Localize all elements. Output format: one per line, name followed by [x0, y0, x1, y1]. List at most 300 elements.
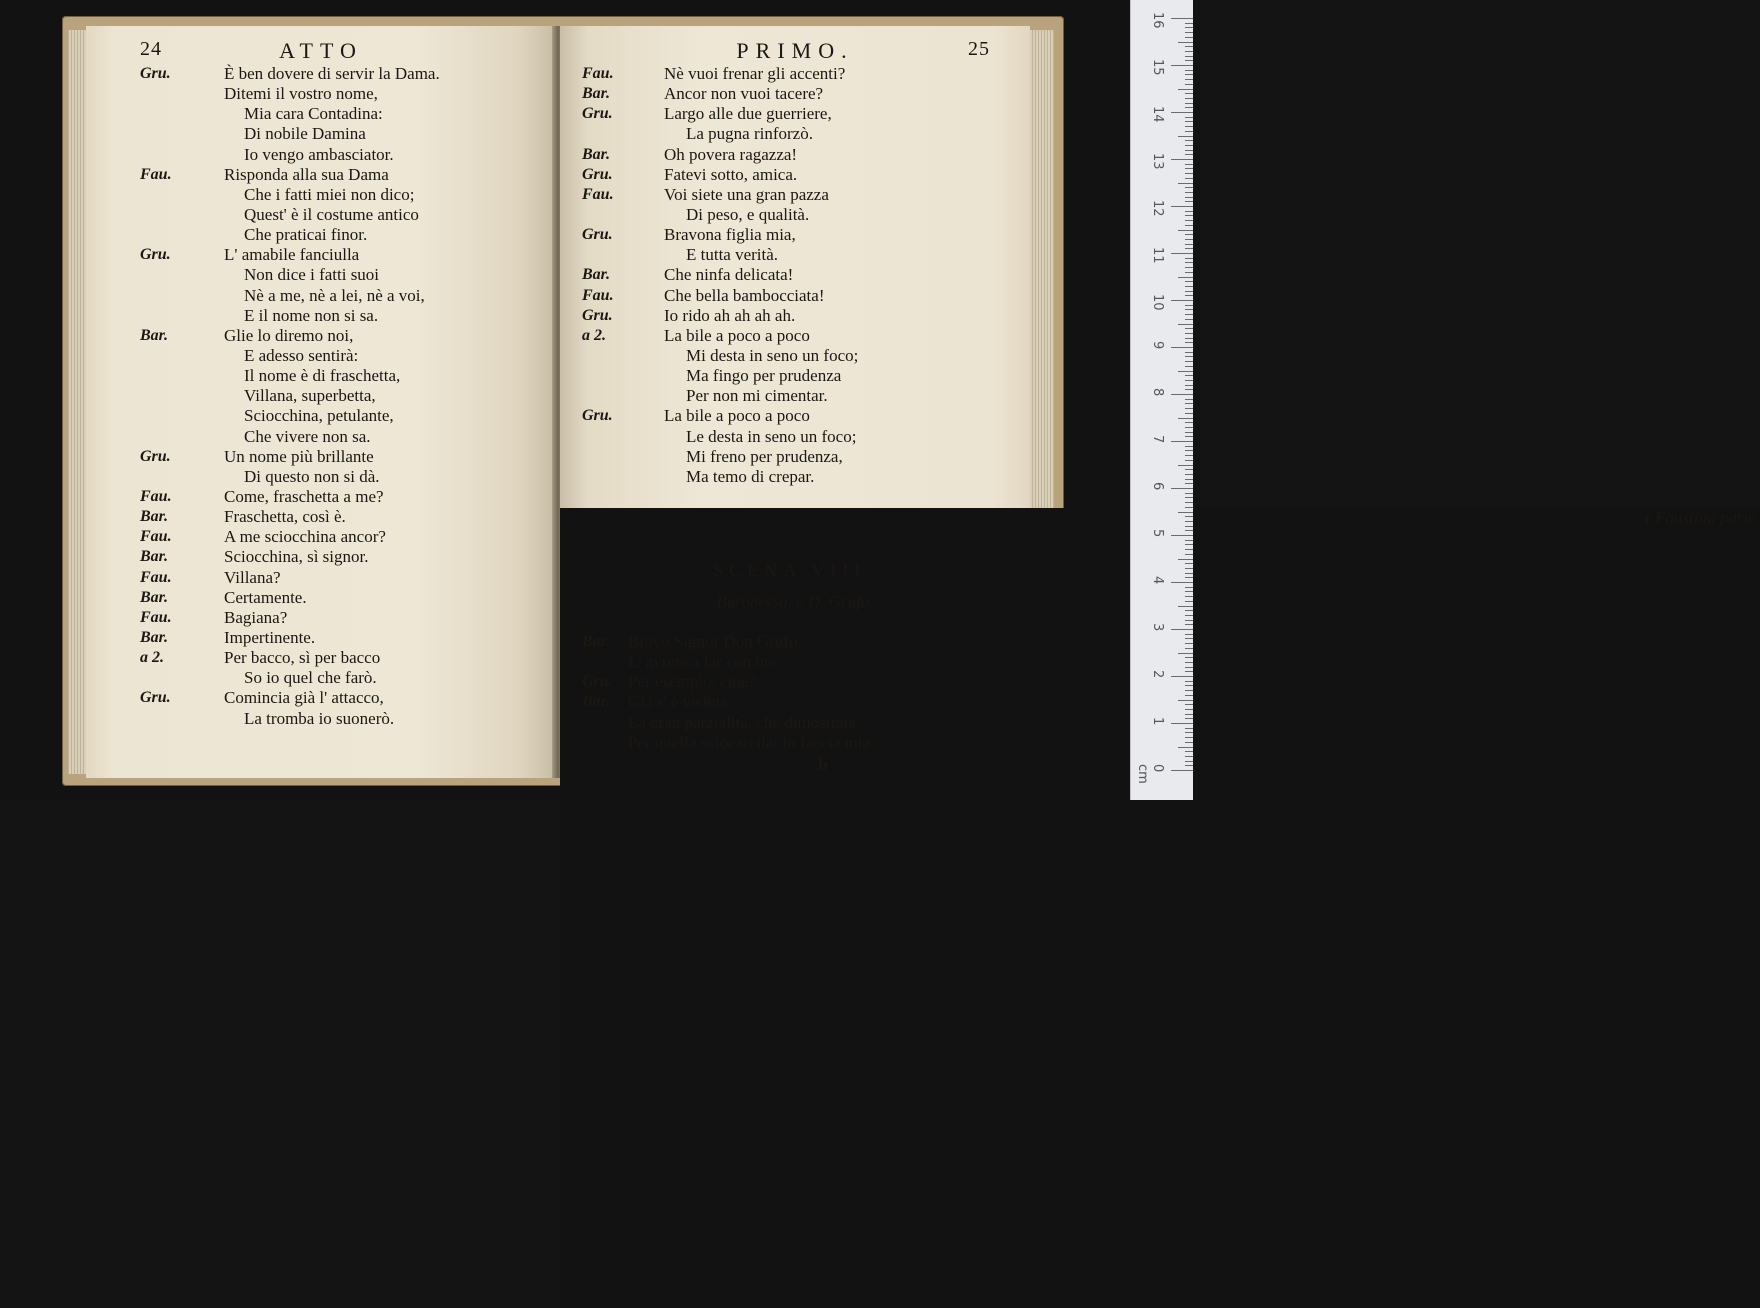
verse-text: Mia cara Contadina:: [244, 104, 383, 124]
ruler-tick: [1178, 324, 1193, 325]
ruler-tick: [1185, 103, 1193, 104]
verse-line: [560, 306, 1030, 326]
verse-line: [560, 185, 1030, 205]
ruler-tick: [1178, 277, 1193, 278]
ruler-tick: [1185, 375, 1193, 376]
verse-text: Nè a me, nè a lei, nè a voi,: [244, 285, 425, 305]
verse-line: [86, 568, 556, 588]
verse-line: [560, 447, 1030, 467]
verse-line: [86, 648, 556, 668]
verse-text: E tutta verità.: [686, 245, 779, 265]
verse-line: [560, 145, 1030, 165]
ruler-tick: [1185, 399, 1193, 400]
ruler-tick: [1178, 42, 1193, 43]
ruler-tick: [1185, 328, 1193, 329]
verse-line: [86, 668, 556, 688]
verse-text: Che i fatti miei non dico;: [244, 184, 415, 204]
speaker-label: Bar.: [582, 145, 611, 163]
ruler-tick: [1185, 51, 1193, 52]
ruler-tick: [1178, 559, 1193, 560]
verse-line: [86, 608, 556, 628]
verse-line: [86, 688, 556, 708]
ruler-tick: [1185, 568, 1193, 569]
verse-text: A me sciocchina ancor?: [224, 527, 386, 547]
ruler-tick: [1185, 220, 1193, 221]
ruler-tick: [1185, 356, 1193, 357]
ruler-tick: [1185, 225, 1193, 226]
ruler-tick: [1185, 610, 1193, 611]
verse-text: Bagiana?: [224, 607, 288, 627]
ruler-tick: [1185, 601, 1193, 602]
verse-text: Per quella sciocarella: in faccia mia...: [628, 732, 883, 752]
ruler-tick: [1185, 272, 1193, 273]
verse-text: Comincia già l' attacco,: [224, 688, 384, 708]
verse-text: Un nome più brillante: [224, 446, 374, 466]
verse-text: La tromba io suonerò.: [244, 708, 395, 728]
verse-text: La pugna rinforzò.: [686, 124, 813, 144]
verse-line: [86, 145, 556, 165]
ruler-tick: [1171, 300, 1193, 301]
ruler-tick: [1185, 107, 1193, 108]
stage-direction: ( Faustina parte.: [560, 508, 1760, 1308]
ruler-tick: [1185, 234, 1193, 235]
speaker-label: Bar.: [582, 85, 611, 103]
ruler-tick: [1185, 248, 1193, 249]
ruler-tick: [1185, 93, 1193, 94]
verse-line: [86, 588, 556, 608]
ruler-tick: [1185, 718, 1193, 719]
ruler-tick: [1185, 643, 1193, 644]
ruler-tick: [1185, 638, 1193, 639]
ruler-tick: [1171, 65, 1193, 66]
ruler-tick: [1178, 418, 1193, 419]
verse-text: Mi freno per prudenza,: [686, 446, 843, 466]
ruler-label: 2: [1150, 670, 1165, 679]
ruler-tick: [1185, 23, 1193, 24]
verse-line: [560, 733, 1030, 753]
verse-line: [86, 326, 556, 346]
ruler-tick: [1185, 685, 1193, 686]
verse-text: Io rido ah ah ah ah.: [664, 305, 796, 325]
ruler-tick: [1185, 187, 1193, 188]
verse-line: [86, 64, 556, 84]
verse-line: [560, 692, 1030, 712]
speaker-label: Gru.: [582, 673, 613, 691]
ruler-tick: [1185, 164, 1193, 165]
verse-lines: [86, 64, 556, 729]
ruler-tick: [1185, 305, 1193, 306]
speaker-label: Gru.: [582, 105, 613, 123]
verse-text: Certamente.: [224, 587, 307, 607]
verse-line: [86, 104, 556, 124]
speaker-label: Fau.: [582, 286, 614, 304]
ruler-tick: [1185, 140, 1193, 141]
speaker-label: Fau.: [140, 528, 172, 546]
verse-text: So io quel che farò.: [244, 668, 377, 688]
ruler-tick: [1185, 145, 1193, 146]
ruler-tick: [1185, 516, 1193, 517]
ruler-tick: [1185, 737, 1193, 738]
verse-line: [86, 427, 556, 447]
ruler-tick: [1185, 389, 1193, 390]
ruler-tick: [1185, 211, 1193, 212]
speaker-label: Gru.: [582, 407, 613, 425]
verse-line: [560, 165, 1030, 185]
verse-text: Ditemi il vostro nome,: [224, 84, 378, 104]
ruler-tick: [1185, 27, 1193, 28]
ruler-label: 16: [1150, 12, 1165, 29]
verse-text: Villana?: [224, 567, 281, 587]
verse-line: [86, 406, 556, 426]
verse-text: Per esempio, cioè?: [628, 672, 756, 692]
verse-line: [86, 487, 556, 507]
verse-line: [86, 527, 556, 547]
ruler-tick: [1178, 183, 1193, 184]
ruler-label: 15: [1150, 59, 1165, 76]
speaker-label: Bar.: [140, 548, 169, 566]
ruler-tick: [1185, 502, 1193, 503]
ruler-tick: [1171, 770, 1193, 771]
ruler-label: 8: [1150, 388, 1165, 397]
ruler-tick: [1185, 361, 1193, 362]
ruler-tick: [1185, 342, 1193, 343]
verse-text: Che ninfa delicata!: [664, 265, 794, 285]
ruler-tick: [1185, 178, 1193, 179]
speaker-label: Gru.: [140, 65, 171, 82]
ruler-tick: [1185, 563, 1193, 564]
signature-mark: b: [818, 754, 829, 774]
ruler-tick: [1178, 136, 1193, 137]
ruler-label: 12: [1150, 200, 1165, 217]
ruler-tick: [1171, 347, 1193, 348]
ruler-tick: [1185, 479, 1193, 480]
ruler-label: 6: [1150, 482, 1165, 491]
measuring-ruler: [1130, 0, 1193, 800]
verse-line: [86, 507, 556, 527]
verse-text: Ancor non vuoi tacere?: [664, 84, 824, 104]
ruler-tick: [1185, 366, 1193, 367]
verse-text: Impertinente.: [224, 627, 316, 647]
verse-line: [86, 286, 556, 306]
verse-line: [560, 265, 1030, 285]
speaker-label: Bar.: [140, 508, 169, 526]
speaker-label: Fau.: [140, 608, 172, 626]
ruler-label: 3: [1150, 623, 1165, 632]
verse-line: [560, 205, 1030, 225]
verse-text: Sciocchina, sì signor.: [224, 547, 369, 567]
ruler-label: 9: [1150, 341, 1165, 350]
verse-text: Io vengo ambasciator.: [244, 144, 394, 164]
ruler-tick: [1185, 422, 1193, 423]
verse-line: [86, 245, 556, 265]
ruler-label: 5: [1150, 529, 1165, 538]
ruler-tick: [1178, 230, 1193, 231]
verse-text: Quest' è il costume antico: [244, 204, 419, 224]
ruler-tick: [1185, 667, 1193, 668]
verse-lines: [560, 64, 1030, 487]
verse-line: [560, 104, 1030, 124]
ruler-tick: [1178, 89, 1193, 90]
ruler-tick: [1185, 549, 1193, 550]
ruler-tick: [1185, 526, 1193, 527]
speaker-label: Fau.: [582, 65, 614, 82]
ruler-tick: [1178, 700, 1193, 701]
ruler-tick: [1185, 121, 1193, 122]
verse-text: Fatevi sotto, amica.: [664, 164, 798, 184]
verse-text: Oh povera ragazza!: [664, 144, 798, 164]
scene-verse-lines: [560, 632, 1030, 753]
ruler-tick: [1178, 465, 1193, 466]
ruler-tick: [1185, 751, 1193, 752]
ruler-label: 1: [1150, 717, 1165, 726]
verse-text: Per non mi cimentar.: [686, 386, 828, 406]
scene-characters: Baronessa, e D. Grufo.: [716, 592, 874, 611]
verse-text: È ben dovere di servir la Dama.: [224, 64, 440, 83]
ruler-tick: [1185, 507, 1193, 508]
ruler-label: 11: [1150, 247, 1165, 264]
ruler-label: 7: [1150, 435, 1165, 444]
ruler-tick: [1185, 314, 1193, 315]
ruler-tick: [1185, 634, 1193, 635]
speaker-label: a 2.: [140, 649, 164, 667]
verse-line: [560, 652, 1030, 672]
ruler-tick: [1185, 460, 1193, 461]
verse-text: Di nobile Damina: [244, 124, 366, 144]
verse-line: [560, 286, 1030, 306]
ruler-tick: [1185, 173, 1193, 174]
verse-line: [560, 225, 1030, 245]
ruler-tick: [1185, 436, 1193, 437]
stage-direction-row: [560, 508, 1760, 528]
page-edges-left: [68, 30, 86, 774]
verse-text: Glie lo diremo noi,: [224, 325, 354, 345]
verse-line: [86, 346, 556, 366]
left-page: [86, 26, 556, 778]
verse-text: Voi siete una gran pazza: [664, 184, 829, 204]
ruler-tick: [1185, 84, 1193, 85]
ruler-tick: [1178, 371, 1193, 372]
verse-text: La bile a poco a poco: [664, 406, 810, 426]
verse-line: [86, 265, 556, 285]
ruler-tick: [1185, 291, 1193, 292]
ruler-tick: [1185, 695, 1193, 696]
ruler-tick: [1185, 732, 1193, 733]
ruler-tick: [1185, 239, 1193, 240]
ruler-tick: [1185, 117, 1193, 118]
ruler-tick: [1185, 657, 1193, 658]
ruler-tick: [1185, 385, 1193, 386]
ruler-tick: [1178, 606, 1193, 607]
ruler-tick: [1171, 629, 1193, 630]
verse-text: Nè vuoi frenar gli accenti?: [664, 64, 846, 83]
ruler-tick: [1185, 408, 1193, 409]
ruler-tick: [1185, 262, 1193, 263]
running-head: PRIMO.: [736, 38, 854, 63]
ruler-tick: [1185, 577, 1193, 578]
ruler-tick: [1185, 690, 1193, 691]
verse-text: Ma fingo per prudenza: [686, 366, 842, 386]
ruler-tick: [1185, 493, 1193, 494]
ruler-tick: [1185, 79, 1193, 80]
ruler-tick: [1185, 446, 1193, 447]
ruler-tick: [1185, 267, 1193, 268]
ruler-tick: [1185, 380, 1193, 381]
ruler-tick: [1185, 281, 1193, 282]
ruler-tick: [1171, 18, 1193, 19]
ruler-tick: [1185, 309, 1193, 310]
speaker-label: a 2.: [582, 326, 606, 344]
ruler-tick: [1185, 427, 1193, 428]
verse-text: Che praticai finor.: [244, 225, 368, 245]
ruler-tick: [1185, 624, 1193, 625]
ruler-tick: [1185, 56, 1193, 57]
verse-line: [86, 84, 556, 104]
verse-text: Il nome è di fraschetta,: [244, 366, 401, 386]
verse-text: Largo alle due guerriere,: [664, 104, 832, 124]
ruler-tick: [1185, 573, 1193, 574]
ruler-tick: [1185, 662, 1193, 663]
verse-text: Villana, superbetta,: [244, 386, 376, 406]
ruler-tick: [1185, 432, 1193, 433]
speaker-label: Bar.: [582, 266, 611, 284]
ruler-tick: [1185, 37, 1193, 38]
speaker-label: Gru.: [582, 306, 613, 324]
ruler-tick: [1171, 394, 1193, 395]
verse-line: [560, 84, 1030, 104]
ruler-tick: [1185, 591, 1193, 592]
ruler-tick: [1185, 681, 1193, 682]
verse-line: [560, 672, 1030, 692]
ruler-tick: [1185, 197, 1193, 198]
ruler-tick: [1185, 521, 1193, 522]
ruler-tick: [1185, 60, 1193, 61]
verse-line: [86, 547, 556, 567]
running-head: ATTO: [279, 38, 363, 63]
ruler-tick: [1185, 540, 1193, 541]
scene-title: SCENA VIII.: [713, 560, 877, 580]
verse-text: La bile a poco a poco: [664, 325, 810, 345]
verse-line: [86, 386, 556, 406]
ruler-tick: [1185, 709, 1193, 710]
ruler-tick: [1185, 333, 1193, 334]
ruler-tick: [1185, 756, 1193, 757]
verse-text: Per bacco, sì per bacco: [224, 648, 381, 668]
verse-line: [560, 386, 1030, 406]
ruler-tick: [1185, 497, 1193, 498]
ruler-tick: [1185, 704, 1193, 705]
ruler-tick: [1185, 286, 1193, 287]
verse-text: Che vivere non sa.: [244, 426, 371, 446]
ruler-tick: [1185, 620, 1193, 621]
verse-text: E adesso sentirà:: [244, 345, 359, 365]
verse-text: L' avrete a far con me.: [628, 652, 781, 672]
ruler-tick: [1171, 112, 1193, 113]
ruler-tick: [1185, 338, 1193, 339]
verse-line: [560, 467, 1030, 487]
verse-line: [86, 306, 556, 326]
verse-line: [560, 427, 1030, 447]
page-number: 24: [140, 38, 162, 60]
ruler-tick: [1185, 450, 1193, 451]
ruler-label: 13: [1150, 153, 1165, 170]
verse-text: Che bella bambocciata!: [664, 285, 825, 305]
ruler-tick: [1185, 352, 1193, 353]
ruler-tick: [1185, 714, 1193, 715]
ruler-tick: [1185, 131, 1193, 132]
ruler-tick: [1185, 70, 1193, 71]
ruler-tick: [1185, 728, 1193, 729]
ruler-tick: [1185, 74, 1193, 75]
ruler-tick: [1185, 192, 1193, 193]
verse-line: [560, 713, 1030, 733]
verse-text: L' amabile fanciulla: [224, 245, 360, 265]
ruler-label: 10: [1150, 294, 1165, 311]
ruler-tick: [1185, 530, 1193, 531]
speaker-label: Bar.: [582, 633, 611, 650]
verse-line: [86, 447, 556, 467]
ruler-tick: [1185, 648, 1193, 649]
ruler-tick: [1185, 98, 1193, 99]
ruler-tick: [1185, 455, 1193, 456]
verse-line: [86, 124, 556, 144]
ruler-tick: [1185, 201, 1193, 202]
verse-line: [86, 165, 556, 185]
verse-text: Non dice i fatti suoi: [244, 265, 380, 285]
speaker-label: Gru.: [140, 246, 171, 264]
ruler-tick: [1185, 474, 1193, 475]
verse-text: Ma temo di crepar.: [686, 466, 815, 486]
ruler-tick: [1185, 469, 1193, 470]
ruler-tick: [1185, 32, 1193, 33]
verse-line: [86, 205, 556, 225]
ruler-tick: [1178, 653, 1193, 654]
verse-text: Come, fraschetta a me?: [224, 486, 384, 506]
verse-text: E il nome non si sa.: [244, 305, 379, 325]
ruler-tick: [1185, 596, 1193, 597]
speaker-label: Bar.: [140, 588, 169, 606]
verse-text: Mi desta in seno un foco;: [686, 345, 859, 365]
verse-text: Fraschetta, così è.: [224, 507, 346, 527]
verse-text: Sciocchina, petulante,: [244, 406, 394, 426]
ruler-label: 4: [1150, 576, 1165, 585]
verse-line: [86, 185, 556, 205]
verse-line: [560, 64, 1030, 84]
verse-line: [86, 366, 556, 386]
verse-line: [86, 225, 556, 245]
speaker-label: Gru.: [140, 689, 171, 707]
verse-line: [86, 467, 556, 487]
speaker-label: Fau.: [140, 487, 172, 505]
verse-line: [86, 709, 556, 729]
speaker-label: Fau.: [582, 185, 614, 203]
ruler-tick: [1185, 587, 1193, 588]
ruler-tick: [1171, 159, 1193, 160]
ruler-tick: [1171, 676, 1193, 677]
page-number: 25: [968, 38, 990, 60]
verse-line: [560, 366, 1030, 386]
verse-text: Bravona figlia mia,: [664, 225, 796, 245]
ruler-tick: [1171, 535, 1193, 536]
ruler-tick: [1185, 671, 1193, 672]
verse-line: [86, 628, 556, 648]
verse-text: Risponda alla sua Dama: [224, 164, 389, 184]
ruler-tick: [1185, 413, 1193, 414]
speaker-label: Bar.: [140, 628, 169, 646]
speaker-label: Gru.: [140, 447, 171, 465]
ruler-tick: [1185, 244, 1193, 245]
verse-text: La gran parzialità, che dimostrate: [628, 712, 856, 732]
ruler-tick: [1185, 554, 1193, 555]
